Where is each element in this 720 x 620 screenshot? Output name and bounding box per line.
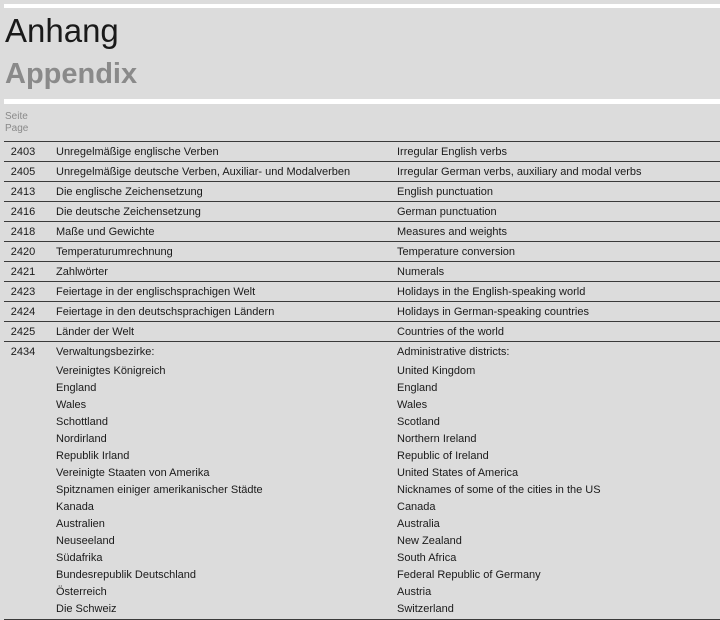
subitem-english: United States of America	[397, 467, 519, 479]
toc-row[interactable]	[4, 281, 720, 301]
subitem-german: Vereinigte Staaten von Amerika	[56, 467, 210, 479]
toc-title-english: German punctuation	[397, 206, 497, 218]
toc-title-english: English punctuation	[397, 186, 494, 198]
toc-page-number: 2418	[10, 226, 36, 238]
subitem-english: Switzerland	[397, 603, 454, 615]
toc-page-number: 2416	[10, 206, 36, 218]
toc-subitem[interactable]	[4, 533, 720, 550]
toc-subitem[interactable]	[4, 567, 720, 584]
subitem-german: Spitznamen einiger amerikanischer Städte	[56, 484, 263, 496]
toc-row[interactable]	[4, 321, 720, 341]
toc-subitem[interactable]	[4, 516, 720, 533]
subitem-english: Republic of Ireland	[397, 450, 489, 462]
subitem-german: Kanada	[56, 501, 94, 513]
toc-title-german: Feiertage in der englischsprachigen Welt	[56, 286, 256, 298]
toc-row[interactable]	[4, 221, 720, 241]
toc-row[interactable]	[4, 181, 720, 201]
subitem-english: Nicknames of some of the cities in the US	[397, 484, 601, 496]
subitem-english: New Zealand	[397, 535, 462, 547]
page-column-label	[5, 111, 28, 135]
toc-row[interactable]	[4, 141, 720, 161]
toc-title-german: Feiertage in den deutschsprachigen Ländern	[56, 306, 275, 318]
toc-title-english: Numerals	[397, 266, 445, 278]
toc-page-number: 2405	[10, 166, 36, 178]
toc-title-english: Irregular German verbs, auxiliary and modal verbs	[397, 166, 642, 178]
subitem-english: Australia	[397, 518, 440, 530]
toc-title-german: Unregelmäßige englische Verben	[56, 146, 219, 158]
toc-row-head	[4, 342, 720, 363]
toc-subitem[interactable]	[4, 550, 720, 567]
page-title-german: Anhang	[5, 12, 119, 49]
toc-subitem[interactable]	[4, 499, 720, 516]
toc-subitem[interactable]	[4, 482, 720, 499]
subitem-german: Republik Irland	[56, 450, 130, 462]
toc-title-english: Measures and weights	[397, 226, 508, 238]
toc-subitem[interactable]	[4, 380, 720, 397]
toc-title-english: Irregular English verbs	[397, 146, 508, 158]
toc-title-german: Temperaturumrechnung	[56, 246, 173, 258]
subitem-german: England	[56, 382, 97, 394]
toc-page-number: 2424	[10, 306, 36, 318]
subitem-english: Federal Republic of Germany	[397, 569, 541, 581]
subitem-german: Die Schweiz	[56, 603, 117, 615]
toc-subitem[interactable]	[4, 363, 720, 380]
toc-title-english: Countries of the world	[397, 326, 504, 338]
toc-row-administrative-districts[interactable]	[4, 341, 720, 620]
toc-title-german: Unregelmäßige deutsche Verben, Auxiliar- und Modalverben	[56, 166, 351, 178]
subitem-german: Vereinigtes Königreich	[56, 365, 166, 377]
subitem-german: Bundesrepublik Deutschland	[56, 569, 197, 581]
subitem-english: Scotland	[397, 416, 440, 428]
toc-subitem[interactable]	[4, 465, 720, 482]
page-label-english: Page	[5, 123, 29, 134]
subitem-german: Südafrika	[56, 552, 103, 564]
subitem-german: Schottland	[56, 416, 108, 428]
toc-title-english: Holidays in German-speaking countries	[397, 306, 589, 318]
toc-row[interactable]	[4, 261, 720, 281]
top-divider	[4, 4, 720, 8]
toc-title-german: Die deutsche Zeichensetzung	[56, 206, 201, 218]
toc-subitem[interactable]	[4, 431, 720, 448]
toc-title-english: Administrative districts:	[397, 346, 510, 358]
toc-page-number: 2423	[10, 286, 36, 298]
toc-title-german: Verwaltungsbezirke:	[56, 346, 155, 358]
subitem-english: South Africa	[397, 552, 457, 564]
toc-row[interactable]	[4, 201, 720, 221]
toc-subitem[interactable]	[4, 584, 720, 601]
toc-page-number: 2425	[10, 326, 36, 338]
toc-title-german: Die englische Zeichensetzung	[56, 186, 203, 198]
subitem-english: United Kingdom	[397, 365, 476, 377]
toc-title-german: Zahlwörter	[56, 266, 108, 278]
page-label-german: Seite	[5, 111, 28, 122]
subitem-german: Wales	[56, 399, 87, 411]
toc-subitem[interactable]	[4, 414, 720, 431]
toc-row[interactable]	[4, 161, 720, 181]
toc-page-number: 2420	[10, 246, 36, 258]
toc-title-english: Temperature conversion	[397, 246, 516, 258]
toc-row[interactable]	[4, 241, 720, 261]
toc-subitem[interactable]	[4, 448, 720, 465]
toc-page-number: 2413	[10, 186, 36, 198]
subitem-english: Canada	[397, 501, 436, 513]
toc-page-number: 2421	[10, 266, 36, 278]
subitem-english: Northern Ireland	[397, 433, 477, 445]
toc-row[interactable]	[4, 301, 720, 321]
toc-title-english: Holidays in the English-speaking world	[397, 286, 586, 298]
page-title-english: Appendix	[5, 58, 138, 90]
subitem-german: Österreich	[56, 586, 107, 598]
subitem-german: Nordirland	[56, 433, 107, 445]
appendix-table-of-contents	[4, 141, 720, 620]
toc-title-german: Maße und Gewichte	[56, 226, 155, 238]
toc-title-german: Länder der Welt	[56, 326, 135, 338]
subitem-english: Wales	[397, 399, 428, 411]
toc-page-number: 2434	[10, 346, 36, 358]
subitem-german: Australien	[56, 518, 105, 530]
toc-subitem[interactable]	[4, 397, 720, 414]
title-divider	[4, 99, 720, 104]
toc-subitem[interactable]	[4, 601, 720, 618]
subitem-german: Neuseeland	[56, 535, 115, 547]
toc-page-number: 2403	[10, 146, 36, 158]
subitem-english: England	[397, 382, 438, 394]
subitem-english: Austria	[397, 586, 432, 598]
